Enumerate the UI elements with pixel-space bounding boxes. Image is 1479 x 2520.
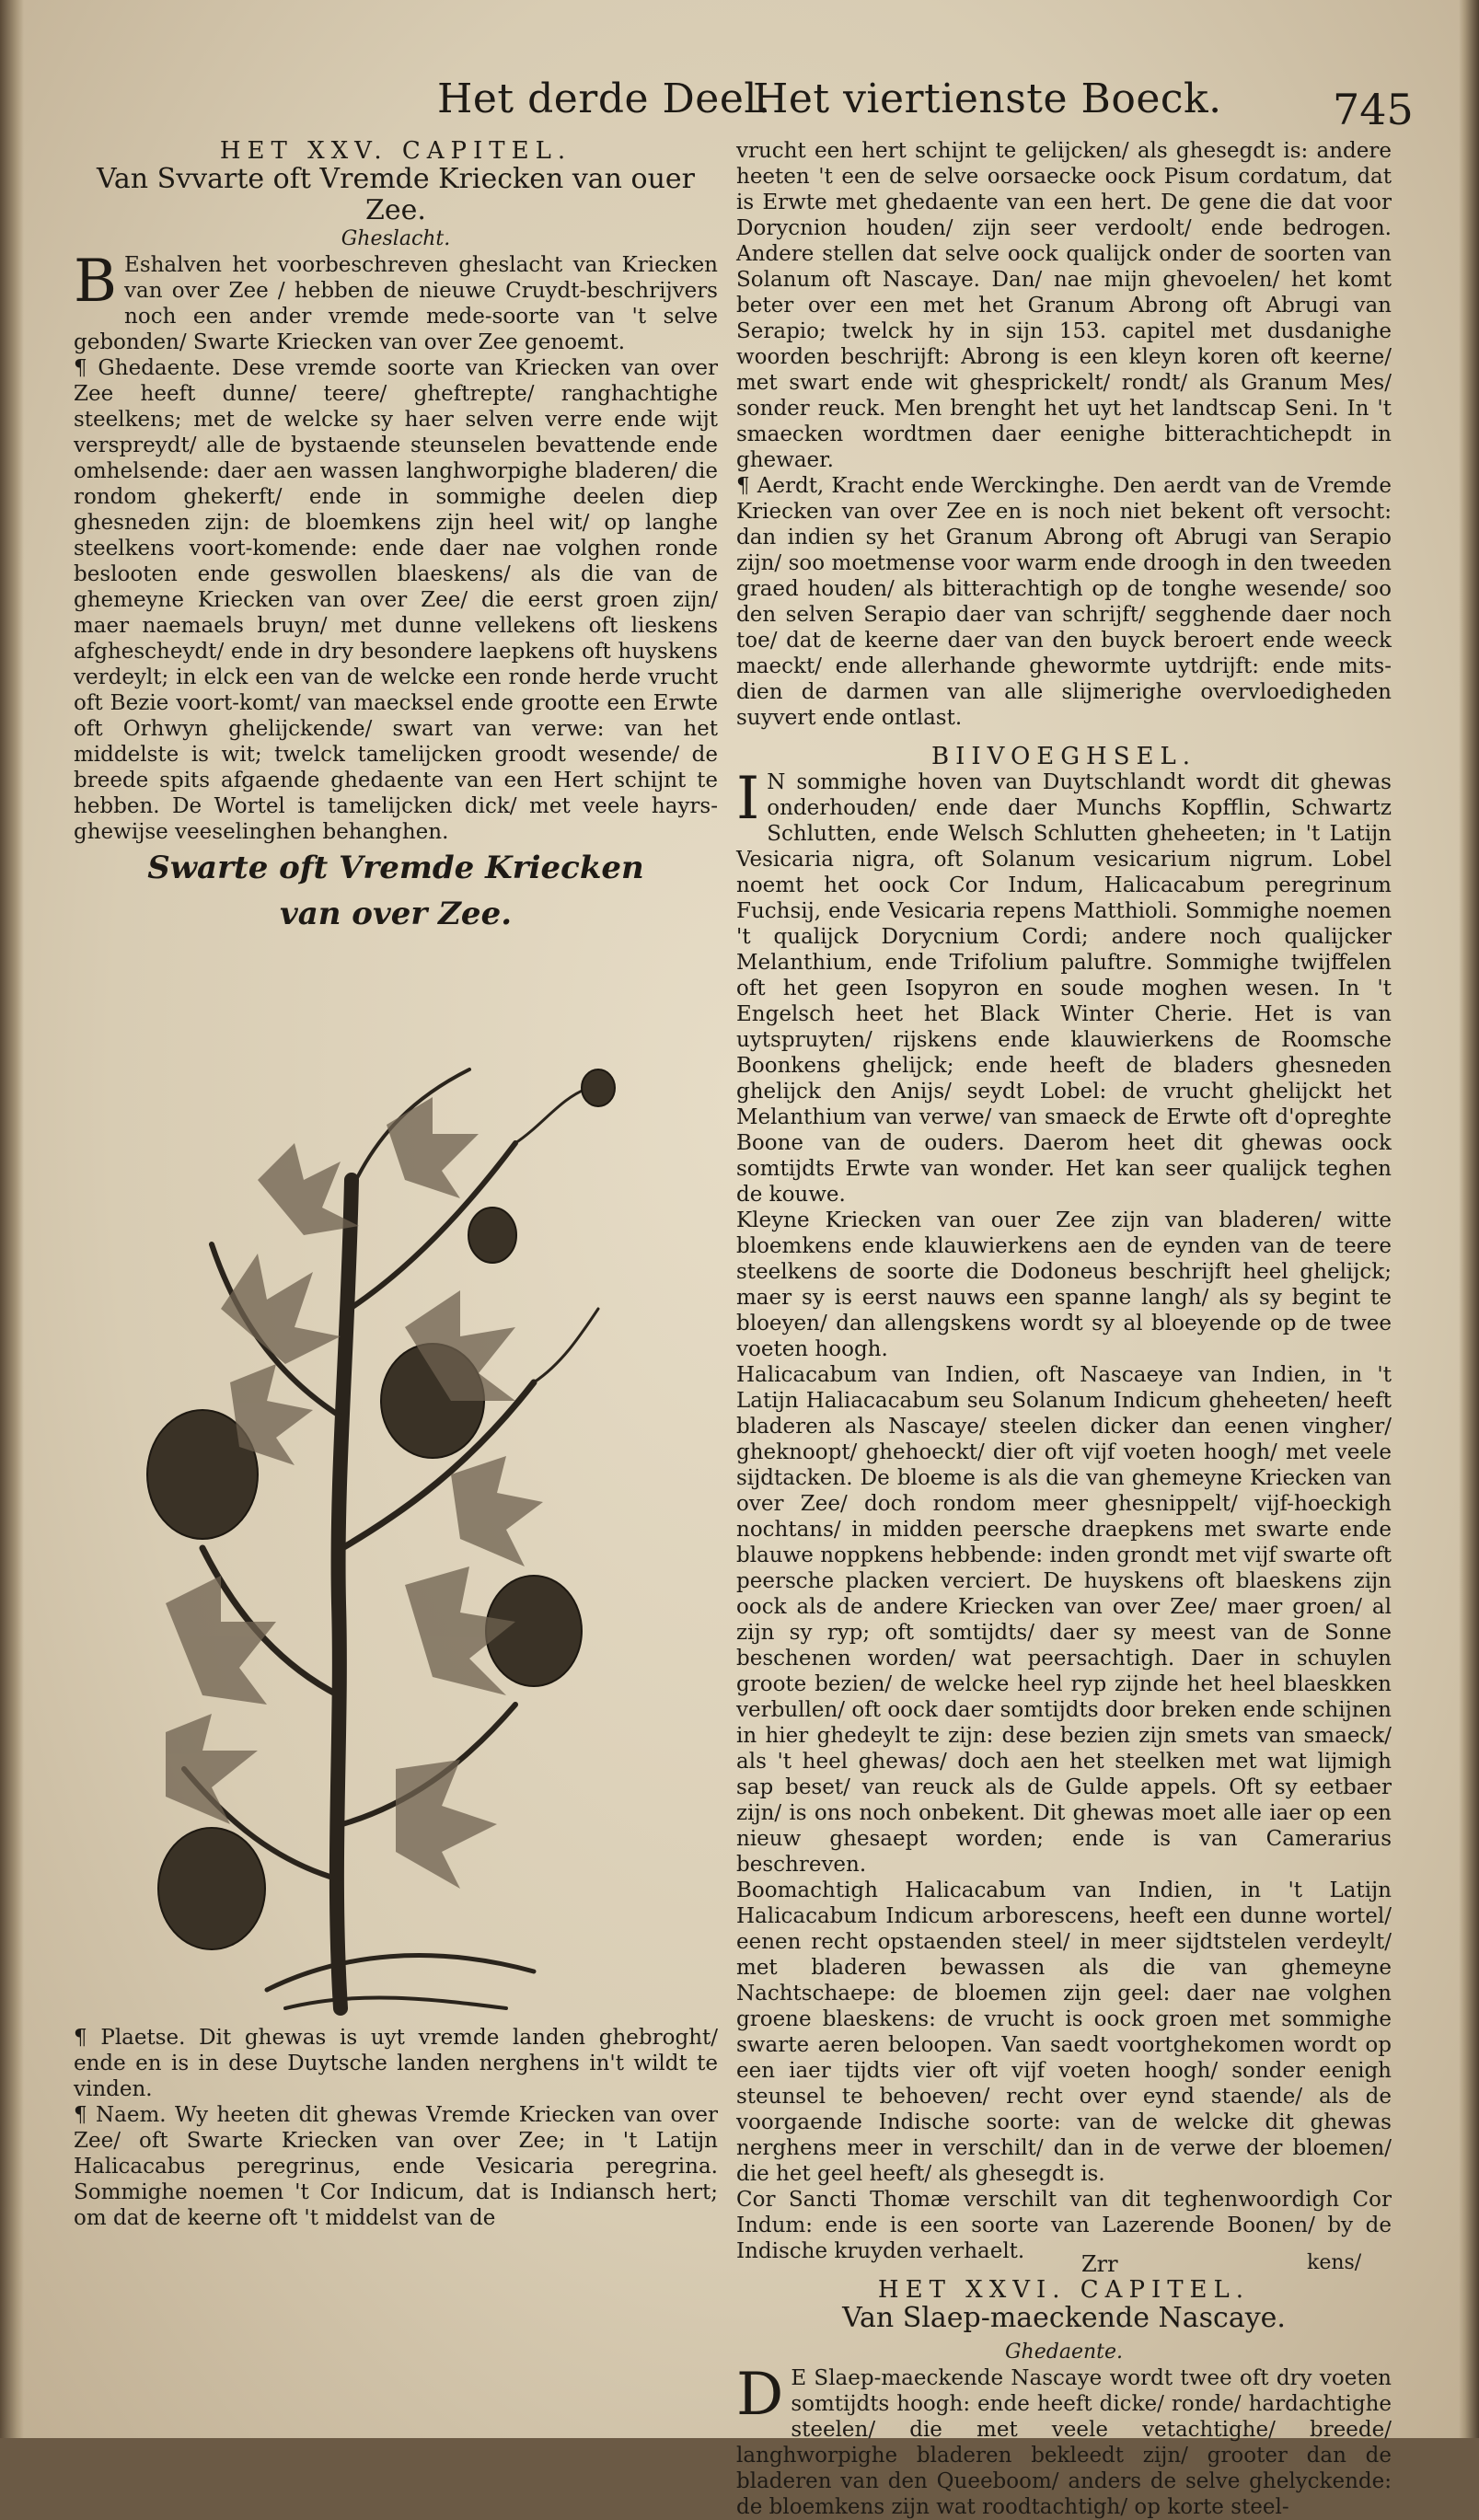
bijvoeghsel-paragraph <box>736 765 1392 1208</box>
halicacabum-paragraph: Halicacabum van Indien, oft Nascaeye van Indien, in 't Latijn Haliacacabum seu Solanum Indicum gheheeten/ heeft bladeren als Nascaye/ steelen dicker dan eenen vingher/ gheknoopt/ ghehoeckt/ dier oft vijf voeten hoogh/ met veele sijdtacken. De bloeme is als die van ghemeyne Kriecken van over Zee/ doch rondom meer ghesnippelt/ vijf-hoeckigh nochtans/ in midden peersche draepkens met swarte ende blauwe noppkens hebbende: inden grondt met vijf swarte oft peersche placken verciert. De huyskens oft blaeskens zijn oock als de andere Kriecken van over Zee/ maer groen/ al zijn sy ryp; oft somtijdts/ daer sy meest van de Sonne beschenen worden/ wat peersachtigh. Daer in schuylen groote bezien/ de welcke heel ryp zijnde het heel blaeskken verbullen/ oft oock daer somtijdts door breken ende schijnen in hier ghedeylt te zijn: dese bezien zijn smets van smaeck/ als 't heel ghewas/ doch aen het steelken met wat lijmigh sap beset/ van reuck als de Gulde appels. Oft sy eetbaer zijn/ is ons noch onbekent. Dit ghewas moet alle iaer op een nieuw ghesaept worden; ende is van Camerarius beschreven. <box>736 1363 1392 1877</box>
gedaente-paragraph: ¶ Ghedaente. Dese vremde soorte van Kriecken van over Zee heeft dunne/ teere/ gheftrepte/ ranghachtighe steelkens; met de welcke sy haer selven verre ende wijt verspreydt/ alle de bystaende steunselen bevattende ende omhelsende: daer aen wassen langhworpighe bladeren/ die rondom ghekerft/ ende in sommighe deelen diep ghesneden zijn: de bloemkens zijn heel wit/ op langhe steelkens voort-komende: ende daer nae volghen ronde beslooten ende geswollen blaeskens/ als die van de ghemeyne Kriecken van over Zee/ die eerst groen zijn/ maer naemaels bruyn/ met dunne vellekens oft lieskens afghescheydt/ ende in dry besondere laepkens oft huyskens verdeylt; in elck een van de welcke een ronde herde vrucht oft Bezie voort-komt/ van maecksel ende grootte een Erwte oft Orhwyn ghelijckende/ swart van verwe: van het middelste is wit; twelck tamelijcken groodt wesende/ de breede spits afgaende ghedaente van een Hert schijnt te hebben. De Wortel is tamelijcken dick/ met veele hayrs-ghewijse veeselinghen behanghen. <box>74 356 718 844</box>
chapter-title-26: Van Slaep-maeckende Nascaye. <box>842 2302 1286 2334</box>
catchword: kens/ <box>1307 2251 1362 2274</box>
ghedaente-paragraph <box>736 2361 1392 2520</box>
geslacht-text: Eshalven het voorbeschreven gheslacht van Kriecken van over Zee / hebben de nieuwe Cruydt-beschrijvers noch een ander vremde mede-soorte van 't selve gebonden/ Swarte Kriecken van over Zee genoemt. <box>74 253 718 354</box>
ghedaente-text: E Slaep-maeckende Nascaye wordt twee oft dry voeten somtijdts hoogh: ende heeft dicke/ ronde/ hardachtighe steelen/ die met veele vetachtighe/ breede/ langhworpighe bladeren bekleedt zijn/ grooter dan de bladeren van den Queeboom/ anders de selve ghelyckende: de bloemkens zijn wat roodtachtigh/ op korte steel- <box>736 2366 1392 2519</box>
plant-woodcut-illustration <box>101 1033 663 2017</box>
aerdt-paragraph: ¶ Aerdt, Kracht ende Werckinghe. Den aerdt van de Vremde Kriecken van over Zee en is noch niet bekent oft versocht: dan indien sy het Granum Abrong oft Abrugi van Serapio zijn/ soo moetmense voor warm ende droogh in den tweeden graed houden/ als bitterachtigh op de tonghe wesende/ soo den selven Serapio daer van schrijft/ segghende daer noch toe/ dat de keerne daer van den buyck beroert ende weeck maeckt/ ende allerhande ghewormte uytdrijft: ende mits-dien de darmen van alle slijmerighe overvloedigheden suyvert ende ontlast. <box>736 474 1392 730</box>
left-column <box>74 138 718 937</box>
bijvoeghsel-heading: BIIVOEGHSEL. <box>930 743 1197 770</box>
boomachtigh-paragraph: Boomachtigh Halicacabum van Indien, in 't Latijn Halicacabum Indicum arborescens, heeft een dunne wortel/ eenen recht opstaenden steel/ in meer sijdtstelen verdeylt/ met bladeren bewassen als die van ghemeyne Nachtschaepe: de bloemen zijn geel: daer nae volghen groene blaeskens: de vrucht is oock groen met sommighe swarte aeren beloopen. Van saedt voortghekomen wordt op een iaer tijdts vier oft vijf voeten hoogh/ sonder eenigh steunsel te behoeven/ recht over eynd staende/ als de voorgaende Indische soorte: van de welcke dit ghewas nerghens meer in verschilt/ dan in de verwe der bloemen/ die het geel heeft/ als ghesegdt is. <box>736 1878 1392 2186</box>
naem-paragraph: ¶ Naem. Wy heeten dit ghewas Vremde Kriecken van over Zee/ oft Swarte Kriecken van over Zee; in 't Latijn Halicacabus peregrinus, ende Vesicaria peregrina. Sommighe noemen 't Cor Indicum, dat is Indiansch hert; om dat de keerne oft 't middelst van de <box>74 2103 718 2230</box>
dropcap-i: I <box>736 765 760 833</box>
figure-caption-line1: Swarte oft Vremde Kriecken <box>147 850 644 886</box>
geslacht-paragraph <box>74 248 718 355</box>
section-ghedaente-heading: Ghedaente. <box>1004 2341 1123 2364</box>
section-geslacht-heading: Gheslacht. <box>341 227 451 250</box>
dropcap-d: D <box>736 2361 784 2429</box>
page-edge-right <box>1459 0 1479 2438</box>
plaetse-paragraph: ¶ Plaetse. Dit ghewas is uyt vremde landen ghebroght/ ende en is in dese Duytsche landen nerghens in't wildt te vinden. <box>74 2026 718 2101</box>
right-column <box>736 138 1392 2520</box>
cor-sancti-paragraph: Cor Sancti Thomæ verschilt van dit teghenwoordigh Cor Indum: ende is een soorte van Lazerende Boonen/ by de Indische kruyden verhaelt. <box>736 2188 1392 2263</box>
figure-caption <box>74 845 718 937</box>
naem-continued-paragraph: vrucht een hert schijnt te gelijcken/ als ghesegdt is: andere heeten 't een de selve oorsaecke oock Pisum cordatum, dat is Erwte met ghedaente van een hert. De gene die dat voor Dorycnion houden/ zijn seer verdoolt/ ende bedrogen. Andere stellen dat selve oock qualijck onder de soorten van Solanum oft Nascaye. Dan/ nae mijn ghevoelen/ het komt beter over een met het Granum Abrong oft Abrugi van Serapio; twelck hy in sijn 153. capitel met dusdanighe woorden beschrijft: Abrong is een kleyn koren oft keerne/ met swart ende wit ghesprickelt/ rondt/ als Granum Mes/ sonder reuck. Men brenght het uyt het landtscap Seni. In 't smaecken wordtmen daer eenighe bitterachtichepdt in ghewaer. <box>736 139 1392 472</box>
left-column-lower <box>74 2025 718 2231</box>
chapter-title: Van Svvarte oft Vremde Kriecken van ouer Zee. <box>97 163 695 226</box>
bijvoeghsel-text: N sommighe hoven van Duytschlandt wordt dit ghewas onderhouden/ ende daer Munchs Kopfflin, Schwartz Schlutten, ende Welsch Schlutten gheheeten; in 't Latijn Vesicaria nigra, oft Solanum vesicarium nigrum. Lobel noemt het oock Cor Indum, Halicacabum peregrinum Fuchsij, ende Vesicaria repens Matthioli. Sommighe noemen 't qualijck Dorycnium Cordi; andere noch qualijcker Melanthium, ende Trifolium paluftre. Sommighe twijffelen oft het geen Isopyron en soude moghen wesen. In 't Engelsch heet het Black Winter Cherie. Het is van uytspruyten/ rijskens ende klauwierkens de Roomsche Boonkens ghelijck; ende heeft de bladers ghesneden ghelijck den Anijs/ seydt Lobel: de vrucht ghelijckt het Melanthium van verwe/ van smaeck de Erwte oft d'opreghte Boone van de ouders. Daerom heet dit ghewas oock somtijdts Erwte van wonder. Het kan seer qualijck teghen de kouwe. <box>736 770 1392 1207</box>
chapter-heading-26: HET XXVI. CAPITEL. <box>877 2276 1251 2304</box>
running-head-right: Het viertienste Boeck. <box>753 75 1222 122</box>
page-edge-left <box>0 0 24 2438</box>
page-number: 745 <box>1333 85 1414 134</box>
running-head-left: Het derde Deel. <box>437 75 771 122</box>
kleyne-paragraph: Kleyne Kriecken van ouer Zee zijn van bladeren/ witte bloemkens ende klauwierkens aen de eynden van de teere steelkens de soorte die Dodoneus beschrijft heel ghelijck; maer sy is eerst nauws een spanne langh/ als sy begint te bloeyen/ dan allengskens wordt sy al bloeyende op de twee voeten hoogh. <box>736 1208 1392 1361</box>
dropcap-b: B <box>74 248 118 316</box>
figure-caption-line2: van over Zee. <box>279 896 513 932</box>
signature-mark: Zrr <box>1081 2251 1118 2277</box>
chapter-heading: HET XXV. CAPITEL. <box>219 137 572 165</box>
